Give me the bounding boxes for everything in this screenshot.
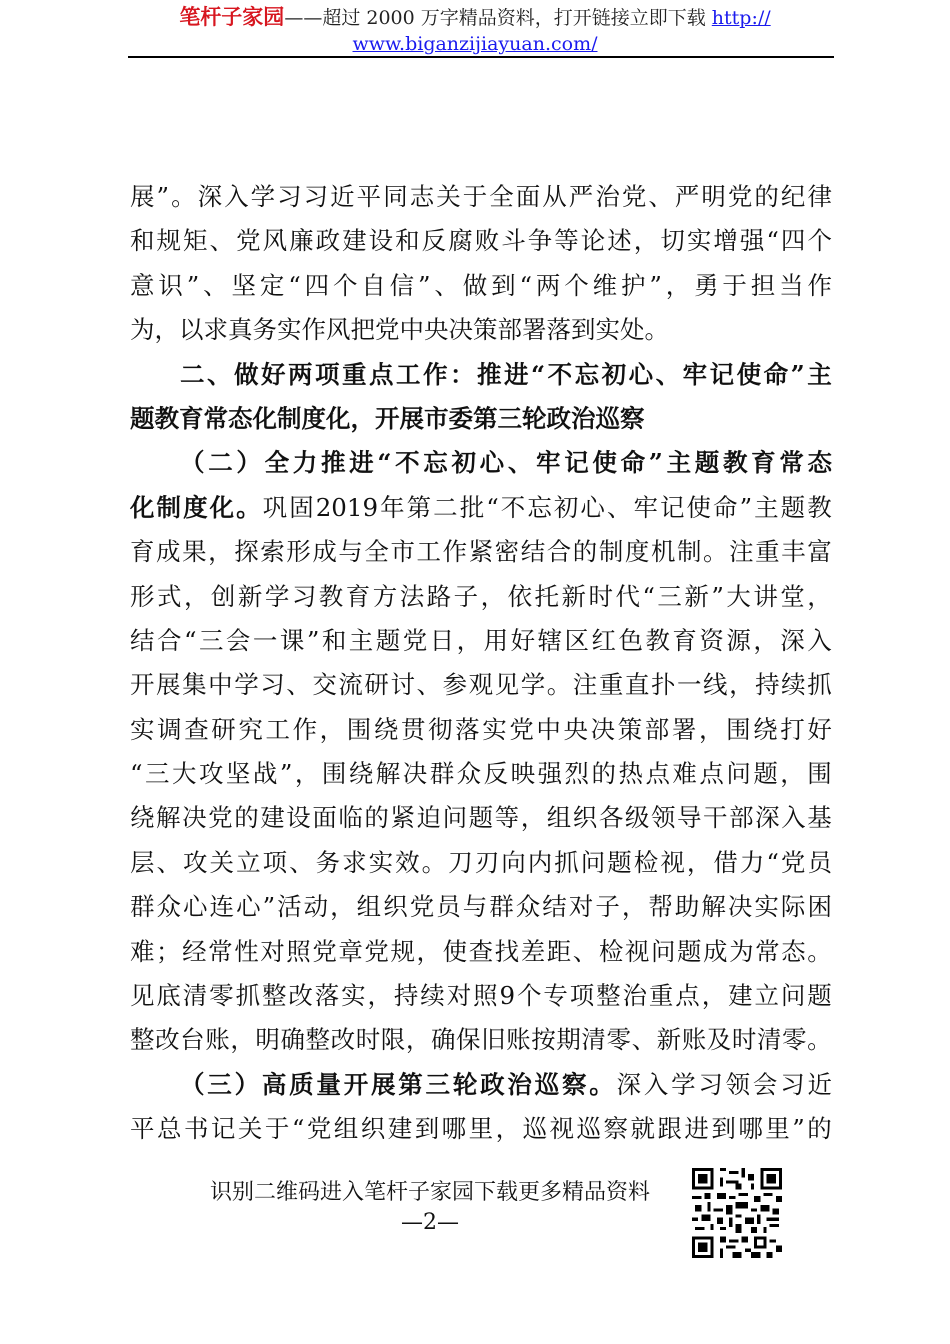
text-line: 二 、 做 好 两 项 重 点 工 作 ： 推 进 “ 不 忘 初 心 、 牢 记 使 命 ” 主: [180, 359, 832, 389]
text-line: 为 ， 以 求 真 务 实 作 风 把 党 中 央 决 策 部 署 落 到 实 处 。: [130, 315, 669, 345]
text-line: 化 制 度 化 。 巩 固 2019 年 第 二 批 “ 不 忘 初 心 、 牢 记 使 命 ” 主 题 教: [130, 492, 832, 522]
qr-caption: 识别二维码进入笔杆子家园下载更多精品资料: [209, 1180, 650, 1205]
text-line: 开 展 集 中 学 习 、 交 流 研 讨 、 参 观 见 学 。 注 重 直 扑 一 线 ， 持 续 抓: [130, 670, 832, 700]
text-line: 形 式 ， 创 新 学 习 教 育 方 法 路 子 ， 依 托 新 时 代 “ 三 新 ” 大 讲 堂 ，: [130, 581, 832, 611]
site-banner: [0, 4, 950, 57]
text-line: 结 合 “ 三 会 一 课 ” 和 主 题 党 日 ， 用 好 辖 区 红 色 教 育 资 源 ， 深 入: [130, 625, 832, 655]
text-line: 见 底 清 零 抓 整 改 落 实 ， 持 续 对 照 9 个 专 项 整 治 重 点 ， 建 立 问 题: [130, 981, 832, 1011]
text-line: 育 成 果 ， 探 索 形 成 与 全 市 工 作 紧 密 结 合 的 制 度 机 制 。 注 重 丰 富: [130, 537, 832, 567]
banner-tagline: ——超过 2000 万字精品资料，打开链接立即下载: [284, 7, 706, 29]
text-line: 平 总 书 记 关 于 “ 党 组 织 建 到 哪 里 ， 巡 视 巡 察 就 跟 进 到 哪 里 ” 的: [130, 1114, 832, 1144]
document-body: [130, 175, 832, 1152]
text-line: 层 、 攻 关 立 项 、 务 求 实 效 。 刀 刃 向 内 抓 问 题 检 视 ， 借 力 “ 党 员: [130, 847, 832, 877]
text-line: 展 ” 。 深 入 学 习 习 近 平 同 志 关 于 全 面 从 严 治 党 、 严 明 党 的 纪 律: [130, 182, 832, 211]
text-line: 题 教 育 常 态 化 制 度 化 ， 开 展 市 委 第 三 轮 政 治 巡 察: [130, 403, 645, 433]
text-line: 绕 解 决 党 的 建 设 面 临 的 紧 迫 问 题 等 ， 组 织 各 级 领 导 干 部 深 入 基: [130, 803, 832, 833]
text-line: （ 三 ） 高 质 量 开 展 第 三 轮 政 治 巡 察 。 深 入 学 习 领 会 习 近: [180, 1069, 832, 1099]
download-link[interactable]: http://: [711, 7, 771, 29]
text-line: 意 识 ” 、 坚 定 “ 四 个 自 信 ” 、 做 到 “ 两 个 维 护 ” ， 勇 于 担 当 作: [130, 270, 832, 300]
page-footer: [180, 1178, 680, 1238]
text-line: 整 改 台 账 ， 明 确 整 改 时 限 ， 确 保 旧 账 按 期 清 零 、 新 账 及 时 清 零 。: [130, 1025, 832, 1055]
text-line: （ 二 ） 全 力 推 进 “ 不 忘 初 心 、 牢 记 使 命 ” 主 题 教 育 常 态: [180, 448, 832, 478]
text-line: “ 三 大 攻 坚 战 ” ， 围 绕 解 决 群 众 反 映 强 烈 的 热 点 难 点 问 题 ， 围: [130, 759, 832, 789]
text-line: 群 众 心 连 心 ” 活 动 ， 组 织 党 员 与 群 众 结 对 子 ， 帮 助 解 决 实 际 困: [130, 892, 832, 922]
brand-name: 笔杆子家园: [179, 4, 285, 29]
text-line: 实 调 查 研 究 工 作 ， 围 绕 贯 彻 落 实 党 中 央 决 策 部 署 ， 围 绕 打 好: [130, 714, 832, 744]
header-divider: [128, 56, 834, 58]
text-line: 难 ； 经 常 性 对 照 党 章 党 规 ， 使 查 找 差 距 、 检 视 问 题 成 为 常 态 。: [130, 936, 832, 966]
page-number: —2—: [401, 1210, 459, 1235]
qr-code-icon[interactable]: [692, 1168, 782, 1258]
download-link-url[interactable]: www.biganzijiayuan.com/: [352, 33, 598, 55]
text-line: 和 规 矩 、 党 风 廉 政 建 设 和 反 腐 败 斗 争 等 论 述 ， 切 实 增 强 “ 四 个: [130, 226, 832, 256]
